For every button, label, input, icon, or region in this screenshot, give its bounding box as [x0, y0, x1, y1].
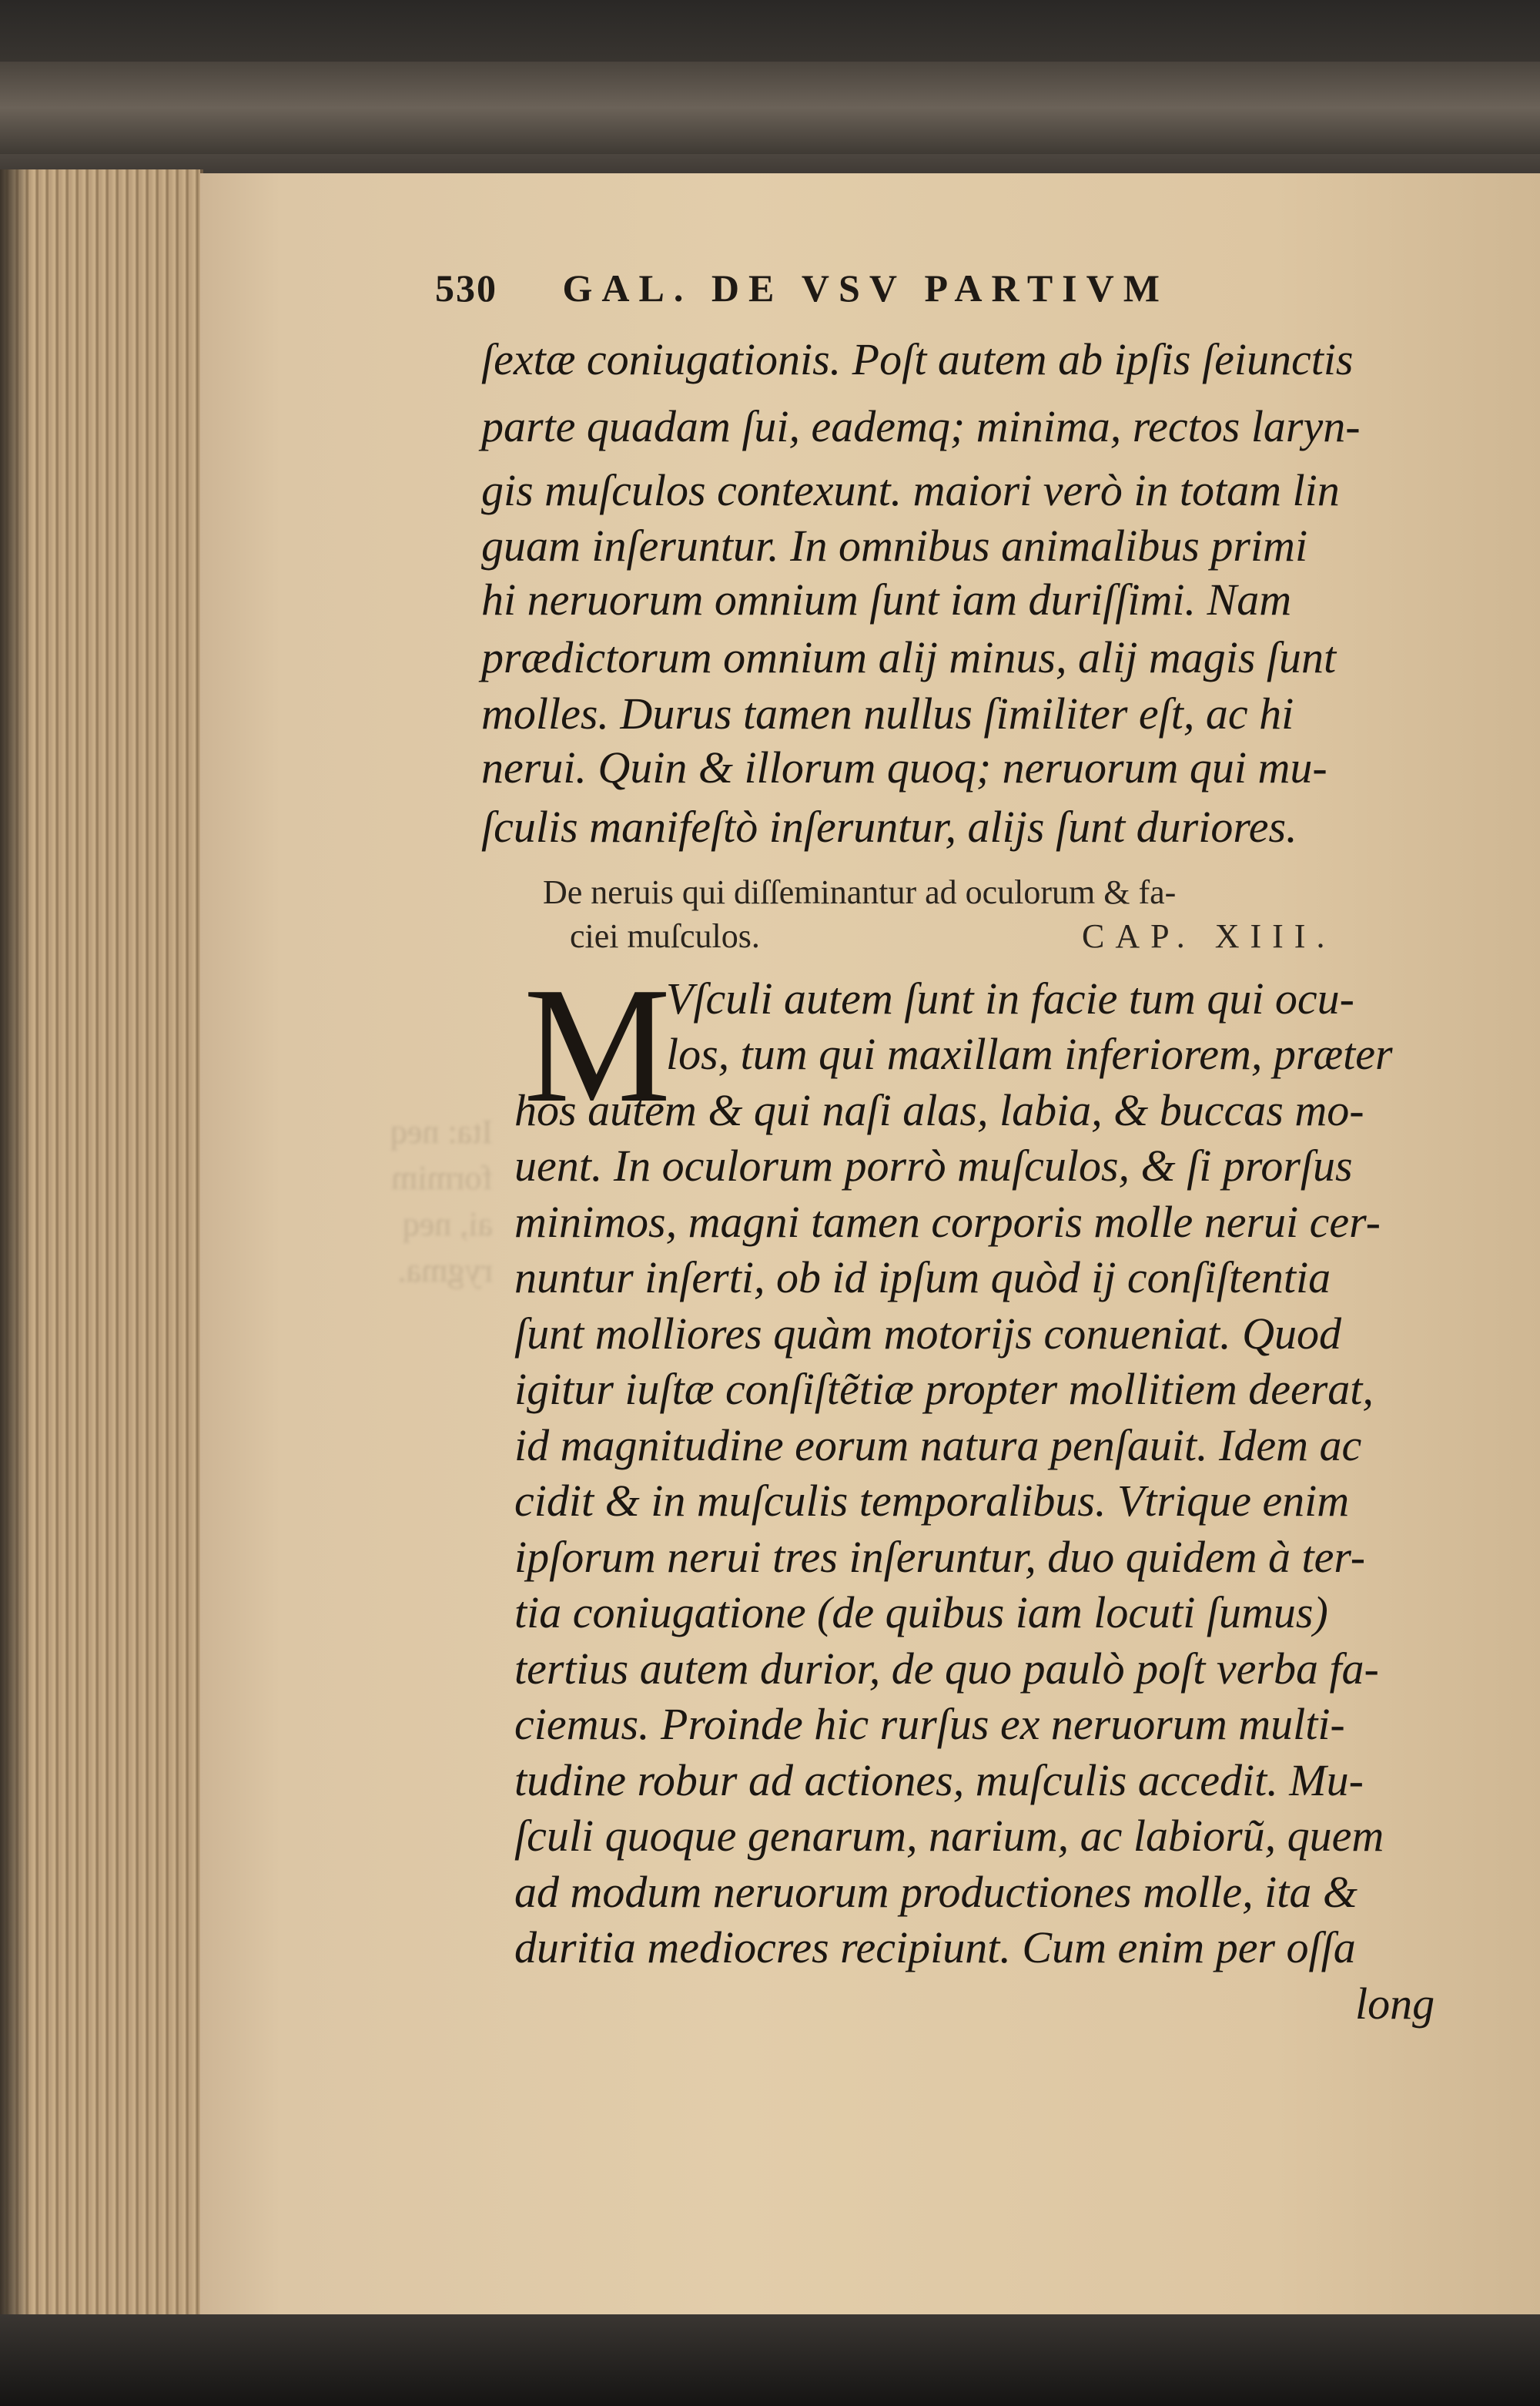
book-binding-band: [0, 62, 1540, 154]
chapter-heading-line: De neruis qui diſſeminantur ad oculorum & fa-: [543, 873, 1177, 911]
text-line: nerui. Quin & illorum quoq; neruorum qui mu-: [481, 742, 1327, 793]
text-line: igitur iuſtæ conſiſtẽtiæ propter mollitiem deerat,: [514, 1364, 1374, 1414]
text-line: Vſculi autem ſunt in facie tum qui ocu-: [666, 973, 1354, 1024]
text-line: ciemus. Proinde hic rurſus ex neruorum multi-: [514, 1699, 1345, 1749]
text-line: ſextæ coniugationis. Poſt autem ab ipſis ſeiunctis: [481, 334, 1354, 384]
text-line: parte quadam ſui, eademq; minima, rectos laryn-: [481, 401, 1361, 451]
chapter-heading-line: ciei muſculos.: [570, 917, 760, 955]
text-line: los, tum qui maxillam inferiorem, præter: [666, 1029, 1393, 1079]
text-line: uent. In oculorum porrò muſculos, & ſi prorſus: [514, 1141, 1353, 1191]
bleed-line: ai, neq: [402, 1205, 493, 1243]
text-line: gis muſculos contexunt. maiori verò in totam lin: [481, 465, 1340, 515]
text-line: hi neruorum omnium ſunt iam duriſſimi. Nam: [481, 575, 1292, 625]
running-title: GAL. DE VSV PARTIVM: [562, 266, 1169, 310]
catchword: long: [1355, 1979, 1435, 2029]
bleed-line: rygma.: [397, 1252, 493, 1289]
text-line: ad modum neruorum productiones molle, ita &: [514, 1867, 1358, 1917]
running-header: [435, 266, 1436, 320]
text-line: tertius autem durior, de quo paulò poſt verba fa-: [514, 1644, 1379, 1694]
text-line: ſculis manifeſtò inſeruntur, alijs ſunt duriores.: [481, 802, 1297, 852]
text-line: guam inſeruntur. In omnibus animalibus primi: [481, 521, 1308, 571]
page-number: 530: [435, 266, 497, 310]
text-line: ſunt molliores quàm motorijs conueniat. Quod: [514, 1309, 1342, 1359]
text-line: ſculi quoque genarum, narium, ac labiorũ, quem: [514, 1811, 1384, 1861]
drop-capital: M: [524, 953, 671, 1137]
text-line: prædictorum omnium alij minus, alij magis ſunt: [481, 632, 1337, 682]
text-line: minimos, magni tamen corporis molle nerui cer-: [514, 1197, 1381, 1247]
text-line: molles. Durus tamen nullus ſimiliter eſt, ac hi: [481, 689, 1294, 739]
text-line: cidit & in muſculis temporalibus. Vtrique enim: [514, 1476, 1350, 1526]
bleed-through-text: [293, 1109, 493, 1363]
text-line: duritia mediocres recipiunt. Cum enim per oſſa: [514, 1922, 1356, 1972]
bleed-line: Ita: neq: [390, 1113, 493, 1151]
text-line: tia coniugatione (de quibus iam locuti ſumus): [514, 1587, 1328, 1637]
chapter-number: CAP. XIII.: [1082, 917, 1336, 955]
text-line: ipſorum nerui tres inſeruntur, duo quidem à ter-: [514, 1532, 1366, 1582]
text-line: hos autem & qui naſi alas, labia, & buccas mo-: [514, 1085, 1364, 1135]
book-cover-bottom: [0, 2314, 1540, 2406]
bleed-line: formim: [391, 1159, 493, 1197]
text-line: id magnitudine eorum natura penſauit. Idem ac: [514, 1420, 1362, 1470]
page-edges-shadow: [0, 169, 31, 2326]
text-line: nuntur inſerti, ob id ipſum quòd ij conſiſtentia: [514, 1252, 1331, 1302]
text-line: tudine robur ad actiones, muſculis accedit. Mu-: [514, 1755, 1364, 1805]
